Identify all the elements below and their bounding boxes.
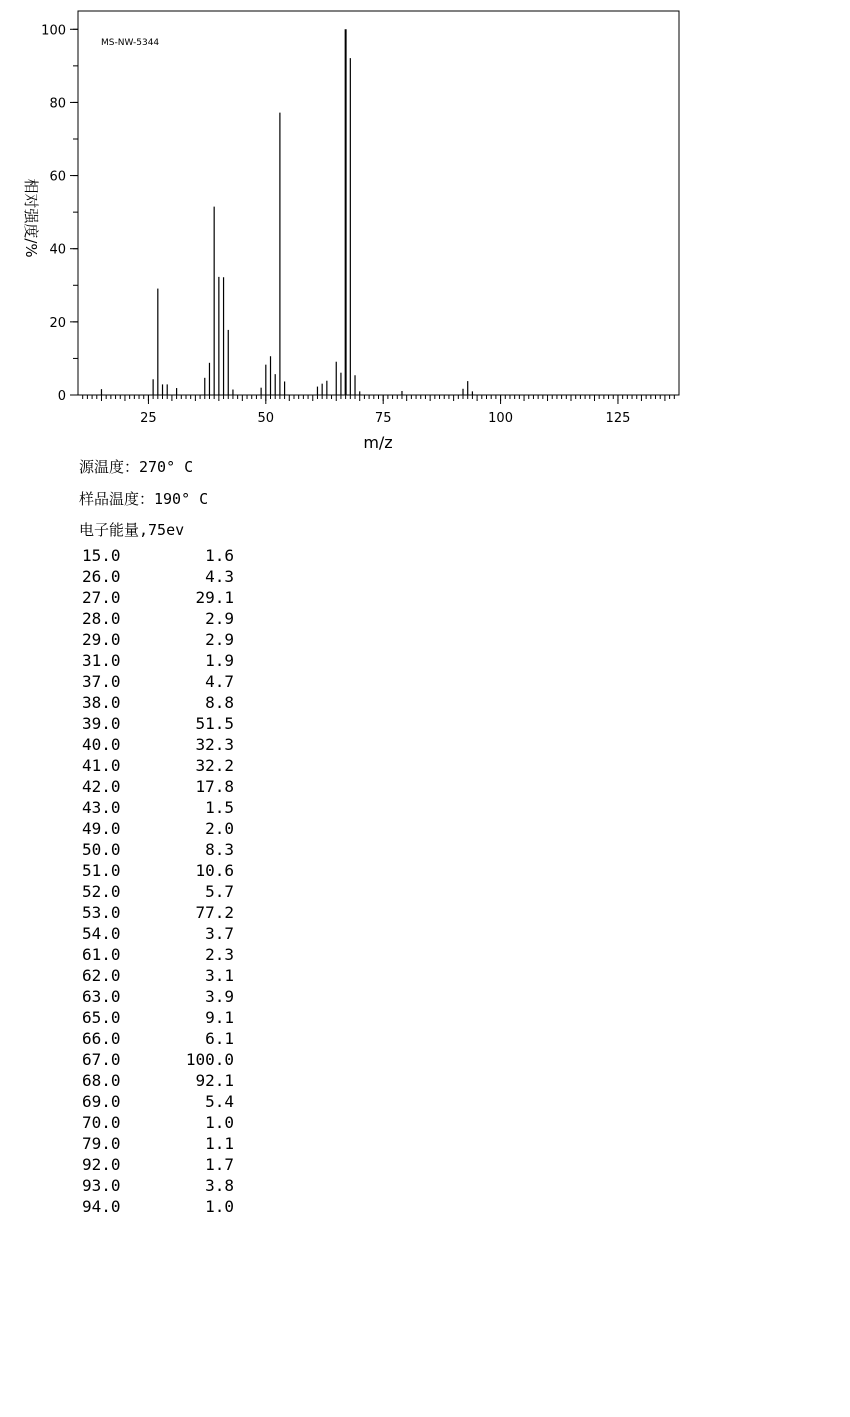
peak-row bbox=[82, 1049, 234, 1070]
peak-row bbox=[82, 1028, 234, 1049]
peak-table bbox=[82, 545, 234, 1217]
peak-mz: 50.0 bbox=[82, 840, 121, 859]
peak-abundance: 2.9 bbox=[205, 630, 234, 649]
spectrum-bars bbox=[101, 29, 472, 395]
electron-energy: 电子能量,75ev bbox=[79, 521, 185, 539]
peak-abundance: 9.1 bbox=[205, 1008, 234, 1027]
mass-spectrum-chart bbox=[0, 0, 850, 455]
peak-mz: 92.0 bbox=[82, 1155, 121, 1174]
y-tick-label: 0 bbox=[57, 389, 66, 404]
peak-mz: 15.0 bbox=[82, 546, 121, 565]
peak-mz: 41.0 bbox=[82, 756, 121, 775]
peak-mz: 65.0 bbox=[82, 1008, 121, 1027]
y-tick-label: 40 bbox=[49, 242, 66, 258]
peak-abundance: 6.1 bbox=[205, 1029, 234, 1048]
peak-row bbox=[82, 671, 234, 692]
peak-abundance: 3.9 bbox=[205, 987, 234, 1006]
peak-abundance: 1.6 bbox=[205, 546, 234, 565]
peak-row bbox=[82, 713, 234, 734]
peak-mz: 62.0 bbox=[82, 966, 121, 985]
peak-row bbox=[82, 1070, 234, 1091]
peak-mz: 66.0 bbox=[82, 1029, 121, 1048]
peak-row bbox=[82, 1091, 234, 1112]
peak-row bbox=[82, 587, 234, 608]
peak-row bbox=[82, 1154, 234, 1175]
peak-row bbox=[82, 860, 234, 881]
peak-abundance: 2.9 bbox=[205, 609, 234, 628]
peak-row bbox=[82, 692, 234, 713]
peak-mz: 61.0 bbox=[82, 945, 121, 964]
y-tick-label: 60 bbox=[49, 169, 66, 185]
peak-abundance: 1.0 bbox=[205, 1113, 234, 1132]
peak-row bbox=[82, 818, 234, 839]
x-tick-label: 75 bbox=[374, 411, 392, 426]
peak-mz: 49.0 bbox=[82, 819, 121, 838]
peak-row bbox=[82, 965, 234, 986]
peak-mz: 69.0 bbox=[82, 1092, 121, 1111]
peak-abundance: 100.0 bbox=[185, 1050, 234, 1069]
peak-abundance: 32.2 bbox=[195, 756, 234, 775]
peak-abundance: 29.1 bbox=[195, 588, 234, 607]
peak-row bbox=[82, 1007, 234, 1028]
peak-row bbox=[82, 797, 234, 818]
source-temperature: 源温度：270° C bbox=[79, 458, 194, 476]
x-axis-label: m/z bbox=[363, 433, 393, 452]
peak-mz: 29.0 bbox=[82, 630, 121, 649]
peak-row bbox=[82, 944, 234, 965]
peak-abundance: 3.8 bbox=[205, 1176, 234, 1195]
peak-row bbox=[82, 1133, 234, 1154]
peak-mz: 28.0 bbox=[82, 609, 121, 628]
peak-abundance: 5.4 bbox=[205, 1092, 234, 1111]
peak-abundance: 10.6 bbox=[195, 861, 234, 880]
peak-mz: 68.0 bbox=[82, 1071, 121, 1090]
peak-abundance: 8.3 bbox=[205, 840, 234, 859]
peak-row bbox=[82, 755, 234, 776]
peak-abundance: 2.3 bbox=[205, 945, 234, 964]
peak-row bbox=[82, 839, 234, 860]
peak-abundance: 3.7 bbox=[205, 924, 234, 943]
peak-abundance: 1.9 bbox=[205, 651, 234, 670]
peak-abundance: 3.1 bbox=[205, 966, 234, 985]
peak-row bbox=[82, 986, 234, 1007]
sample-temperature: 样品温度：190° C bbox=[79, 490, 209, 508]
peak-row bbox=[82, 566, 234, 587]
peak-mz: 26.0 bbox=[82, 567, 121, 586]
peak-mz: 54.0 bbox=[82, 924, 121, 943]
peak-abundance: 32.3 bbox=[195, 735, 234, 754]
peak-row bbox=[82, 608, 234, 629]
peak-row bbox=[82, 650, 234, 671]
y-axis-ticks bbox=[41, 23, 78, 404]
peak-abundance: 2.0 bbox=[205, 819, 234, 838]
peak-abundance: 1.7 bbox=[205, 1155, 234, 1174]
x-tick-label: 25 bbox=[140, 411, 157, 426]
peak-mz: 31.0 bbox=[82, 651, 121, 670]
peak-abundance: 1.5 bbox=[205, 798, 234, 817]
peak-mz: 39.0 bbox=[82, 714, 121, 733]
peak-mz: 93.0 bbox=[82, 1176, 121, 1195]
peak-row bbox=[82, 1175, 234, 1196]
x-tick-label: 125 bbox=[605, 411, 631, 426]
peak-abundance: 4.3 bbox=[205, 567, 234, 586]
peak-abundance: 5.7 bbox=[205, 882, 234, 901]
peak-row bbox=[82, 545, 234, 566]
plot-frame bbox=[78, 11, 679, 395]
peak-mz: 51.0 bbox=[82, 861, 121, 880]
y-tick-label: 80 bbox=[49, 96, 66, 112]
peak-abundance: 1.1 bbox=[205, 1134, 234, 1153]
peak-mz: 70.0 bbox=[82, 1113, 121, 1132]
y-tick-label: 20 bbox=[49, 315, 66, 331]
peak-row bbox=[82, 776, 234, 797]
peak-mz: 37.0 bbox=[82, 672, 121, 691]
peak-abundance: 8.8 bbox=[205, 693, 234, 712]
peak-abundance: 4.7 bbox=[205, 672, 234, 691]
peak-abundance: 77.2 bbox=[195, 903, 234, 922]
peak-mz: 94.0 bbox=[82, 1197, 121, 1216]
x-axis-ticks bbox=[140, 395, 630, 426]
peak-abundance: 92.1 bbox=[195, 1071, 234, 1090]
peak-row bbox=[82, 881, 234, 902]
peak-mz: 43.0 bbox=[82, 798, 121, 817]
peak-abundance: 1.0 bbox=[205, 1197, 234, 1216]
peak-mz: 79.0 bbox=[82, 1134, 121, 1153]
peak-mz: 52.0 bbox=[82, 882, 121, 901]
peak-mz: 27.0 bbox=[82, 588, 121, 607]
peak-mz: 38.0 bbox=[82, 693, 121, 712]
peak-row bbox=[82, 902, 234, 923]
peak-row bbox=[82, 734, 234, 755]
peak-abundance: 17.8 bbox=[195, 777, 234, 796]
y-tick-label: 100 bbox=[41, 23, 66, 39]
y-axis-label: 相对强度/% bbox=[22, 178, 40, 258]
peak-abundance: 51.5 bbox=[195, 714, 234, 733]
peak-mz: 67.0 bbox=[82, 1050, 121, 1069]
x-tick-label: 100 bbox=[488, 411, 513, 426]
peak-row bbox=[82, 1196, 234, 1217]
peak-mz: 40.0 bbox=[82, 735, 121, 754]
peak-row bbox=[82, 1112, 234, 1133]
x-tick-label: 50 bbox=[257, 411, 275, 426]
peak-row bbox=[82, 923, 234, 944]
peak-row bbox=[82, 629, 234, 650]
peak-mz: 63.0 bbox=[82, 987, 121, 1006]
chart-title: MS-NW-5344 bbox=[101, 38, 160, 48]
peak-mz: 42.0 bbox=[82, 777, 121, 796]
x-minor-ticks bbox=[83, 395, 675, 401]
peak-mz: 53.0 bbox=[82, 903, 121, 922]
